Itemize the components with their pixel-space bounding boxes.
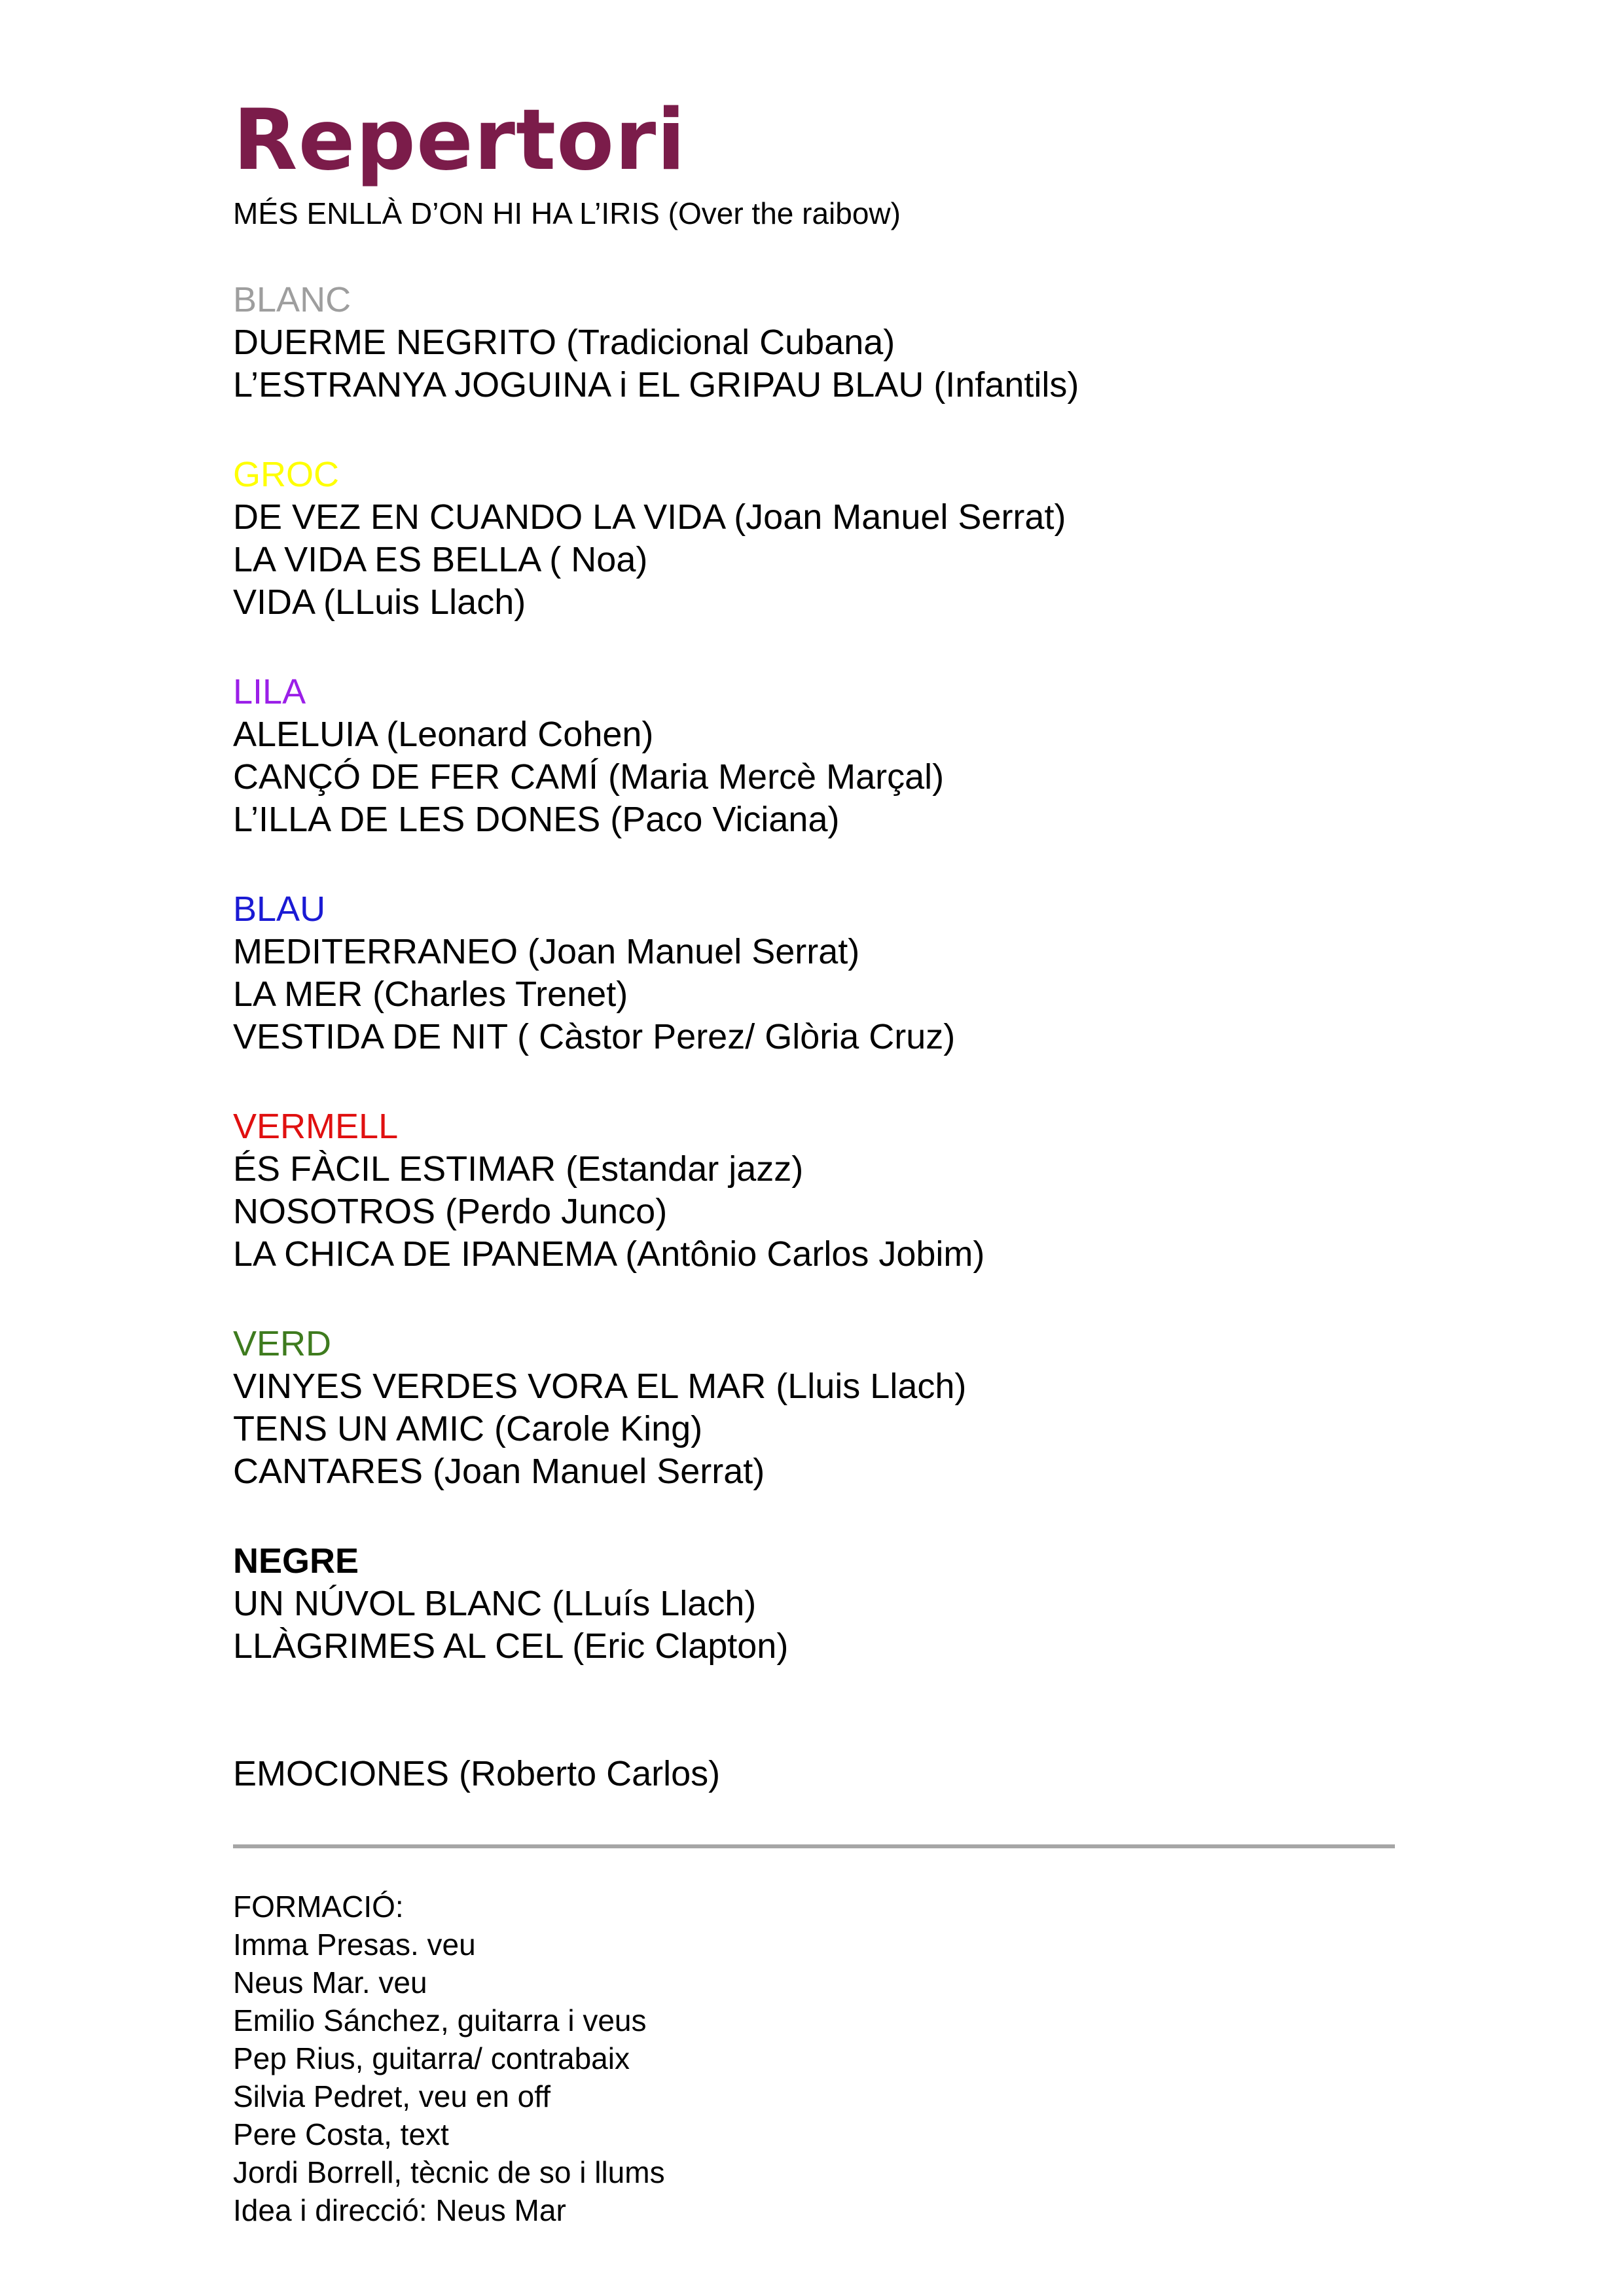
credit-line: Idea i direcció: Neus Mar (233, 2193, 566, 2227)
song-item: VINYES VERDES VORA EL MAR (Lluis Llach) (233, 1367, 967, 1406)
song-item: LA MER (Charles Trenet) (233, 975, 628, 1014)
section-heading-blanc: BLANC (233, 280, 352, 319)
song-item: VESTIDA DE NIT ( Càstor Perez/ Glòria Cruz) (233, 1017, 956, 1056)
section-heading-lila: LILA (233, 672, 306, 711)
extra-song: EMOCIONES (Roberto Carlos) (233, 1754, 721, 1793)
song-item: ÉS FÀCIL ESTIMAR (Estandar jazz) (233, 1149, 804, 1189)
credit-line: Emilio Sánchez, guitarra i veus (233, 2003, 647, 2037)
credits-block (233, 1888, 1411, 2229)
credit-line: Neus Mar. veu (233, 1965, 427, 2000)
section-groc (233, 454, 1411, 624)
credit-line: Pere Costa, text (233, 2117, 449, 2151)
section-heading-negre: NEGRE (233, 1541, 359, 1581)
section-heading-vermell: VERMELL (233, 1107, 399, 1146)
song-item: LLÀGRIMES AL CEL (Eric Clapton) (233, 1626, 789, 1666)
page-title: Repertori (233, 92, 687, 189)
song-item: NOSOTROS (Perdo Junco) (233, 1192, 668, 1231)
credits-heading: FORMACIÓ: (233, 1890, 404, 1924)
section-heading-verd: VERD (233, 1324, 332, 1363)
credit-line: Pep Rius, guitarra/ contrabaix (233, 2041, 630, 2075)
song-item: CANÇÓ DE FER CAMÍ (Maria Mercè Marçal) (233, 757, 945, 797)
song-item: VIDA (LLuis Llach) (233, 583, 526, 622)
song-item: LA CHICA DE IPANEMA (Antônio Carlos Jobim) (233, 1234, 985, 1274)
show-subtitle: MÉS ENLLÀ D’ON HI HA L’IRIS (Over the raibow) (233, 196, 901, 230)
section-vermell (233, 1105, 1411, 1276)
section-verd (233, 1323, 1411, 1493)
song-item: MEDITERRANEO (Joan Manuel Serrat) (233, 932, 860, 971)
song-item: DUERME NEGRITO (Tradicional Cubana) (233, 323, 895, 362)
song-item: LA VIDA ES BELLA ( Noa) (233, 540, 648, 579)
section-lila (233, 671, 1411, 841)
section-negre (233, 1540, 1411, 1668)
document-page (233, 92, 1411, 2229)
credit-line: Silvia Pedret, veu en off (233, 2079, 550, 2113)
section-blanc (233, 279, 1411, 406)
song-item: L’ESTRANYA JOGUINA i EL GRIPAU BLAU (Infantils) (233, 365, 1079, 404)
song-item: DE VEZ EN CUANDO LA VIDA (Joan Manuel Serrat) (233, 497, 1066, 537)
song-item: ALELUIA (Leonard Cohen) (233, 715, 654, 754)
section-heading-blau: BLAU (233, 889, 326, 929)
song-item: L’ILLA DE LES DONES (Paco Viciana) (233, 800, 840, 839)
section-blau (233, 888, 1411, 1058)
song-item: UN NÚVOL BLANC (LLuís Llach) (233, 1584, 757, 1623)
section-heading-groc: GROC (233, 455, 339, 494)
song-item: CANTARES (Joan Manuel Serrat) (233, 1452, 765, 1491)
divider-line (233, 1844, 1395, 1848)
song-item: TENS UN AMIC (Carole King) (233, 1409, 703, 1448)
credit-line: Imma Presas. veu (233, 1928, 476, 1962)
credit-line: Jordi Borrell, tècnic de so i llums (233, 2155, 665, 2189)
